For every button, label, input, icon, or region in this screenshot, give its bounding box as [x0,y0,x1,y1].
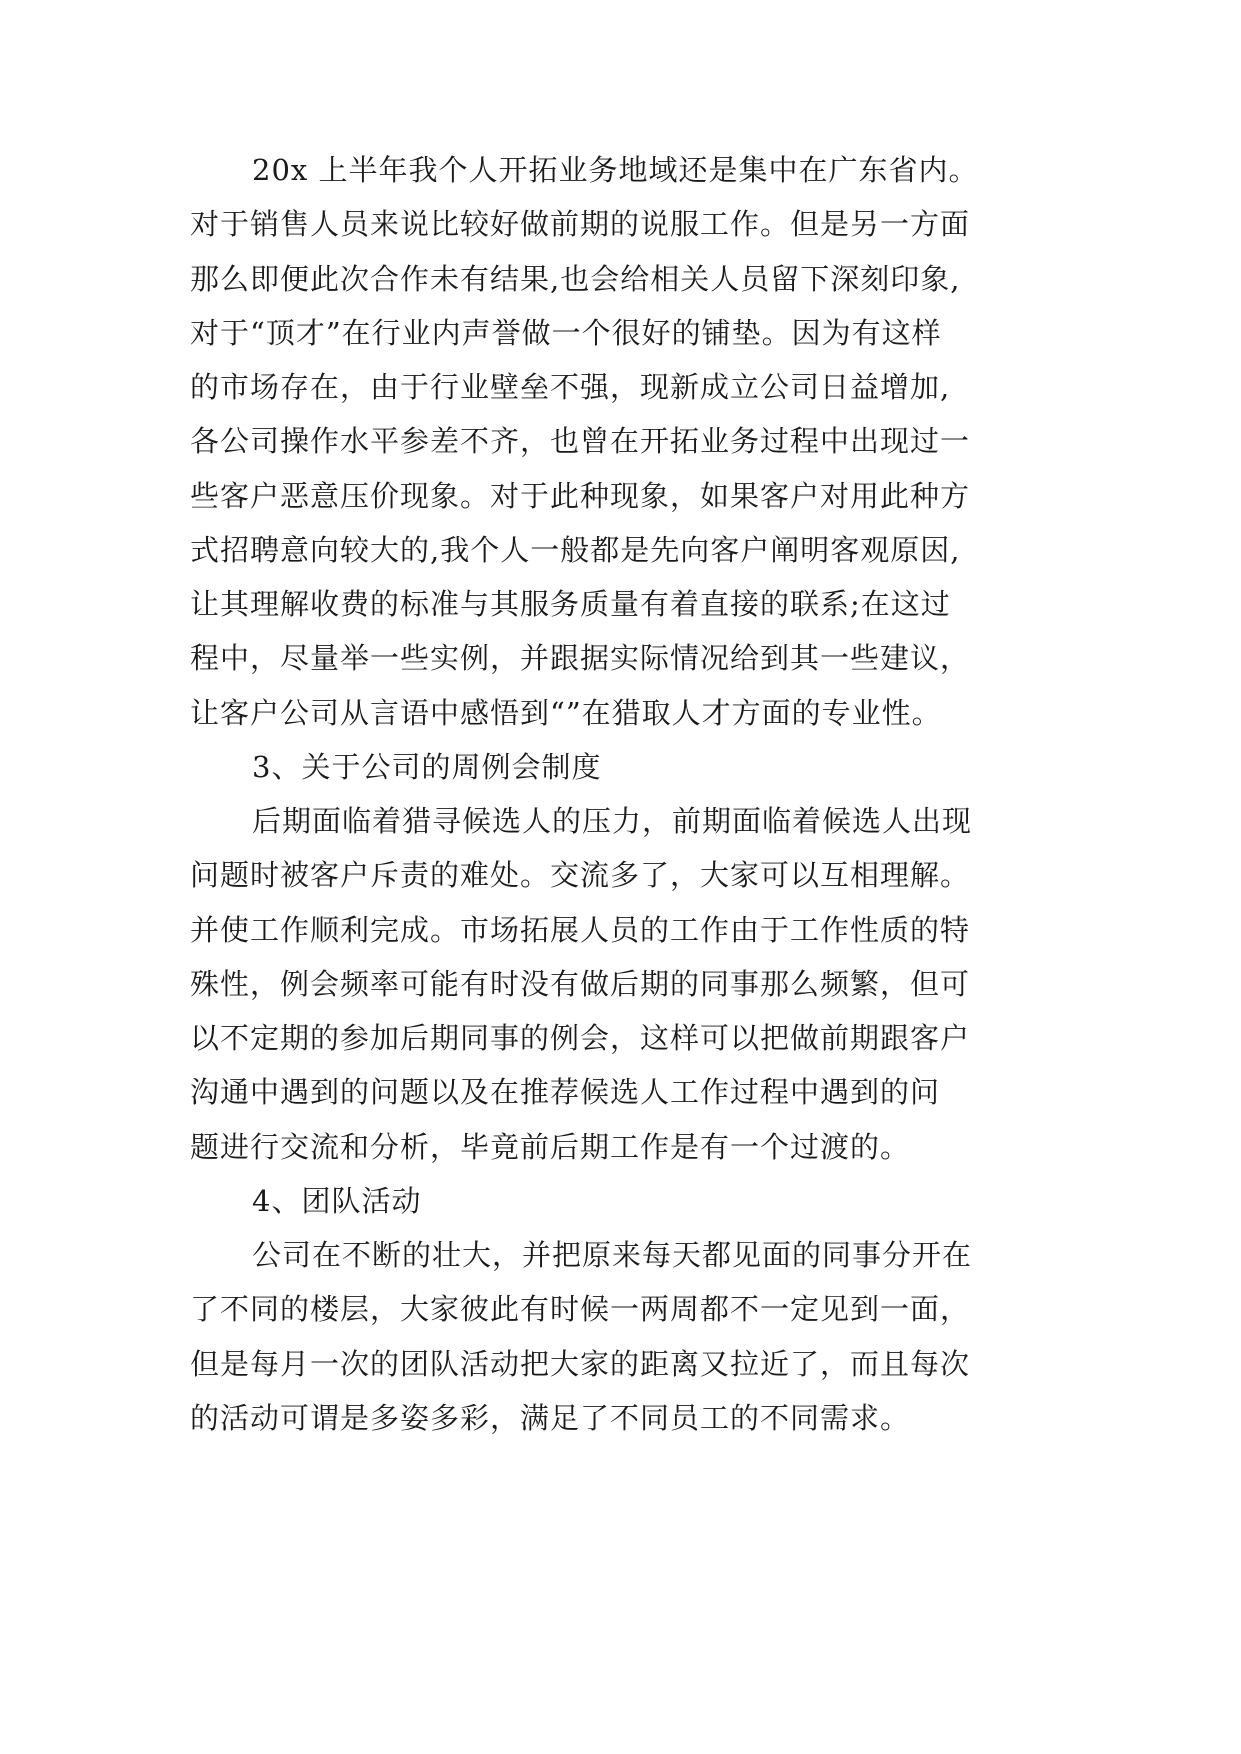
paragraph-line-8: 式招聘意向较大的,我个人一般都是先向客户阐明客观原因, [190,533,961,567]
paragraph-line-13: 问题时被客户斥责的难处。交流多了，大家可以互相理解。 [190,858,971,892]
paragraph-line-19: 公司在不断的壮大，并把原来每天都见面的同事分开在 [252,1238,973,1272]
paragraph-line-1: 20x 上半年我个人开拓业务地域还是集中在广东省内。 [252,153,979,187]
paragraph-line-7: 些客户恶意压价现象。对于此种现象，如果客户对用此种方 [190,479,971,513]
section-heading-4: 4、团队活动 [252,1184,422,1218]
paragraph-line-4: 对于“顶才”在行业内声誉做一个很好的铺垫。因为有这样 [190,316,942,350]
paragraph-line-17: 沟通中遇到的问题以及在推荐候选人工作过程中遇到的问 [190,1075,941,1109]
paragraph-line-6: 各公司操作水平参差不齐，也曾在开拓业务过程中出现过一 [190,424,971,458]
paragraph-line-20: 了不同的楼层，大家彼此有时候一两周都不一定见到一面， [190,1292,971,1326]
paragraph-line-18: 题进行交流和分析，毕竟前后期工作是有一个过渡的。 [190,1130,911,1164]
paragraph-line-10: 程中，尽量举一些实例，并跟据实际情况给到其一些建议， [190,641,971,675]
paragraph-line-14: 并使工作顺利完成。市场拓展人员的工作由于工作性质的特 [190,913,971,947]
paragraph-line-11: 让客户公司从言语中感悟到“”在猎取人才方面的专业性。 [190,696,942,730]
paragraph-line-2: 对于销售人员来说比较好做前期的说服工作。但是另一方面 [190,207,971,241]
paragraph-line-22: 的活动可谓是多姿多彩，满足了不同员工的不同需求。 [190,1401,911,1435]
paragraph-line-5: 的市场存在，由于行业壁垒不强，现新成立公司日益增加, [190,370,951,404]
paragraph-line-21: 但是每月一次的团队活动把大家的距离又拉近了，而且每次 [190,1347,971,1381]
paragraph-line-12: 后期面临着猎寻候选人的压力，前期面临着候选人出现 [252,804,973,838]
paragraph-line-15: 殊性，例会频率可能有时没有做后期的同事那么频繁，但可 [190,967,971,1001]
paragraph-line-9: 让其理解收费的标准与其服务质量有着直接的联系;在这过 [190,587,951,621]
paragraph-line-3: 那么即便此次合作未有结果,也会给相关人员留下深刻印象, [190,262,961,296]
paragraph-line-16: 以不定期的参加后期同事的例会，这样可以把做前期跟客户 [190,1021,971,1055]
section-heading-3: 3、关于公司的周例会制度 [252,750,602,784]
